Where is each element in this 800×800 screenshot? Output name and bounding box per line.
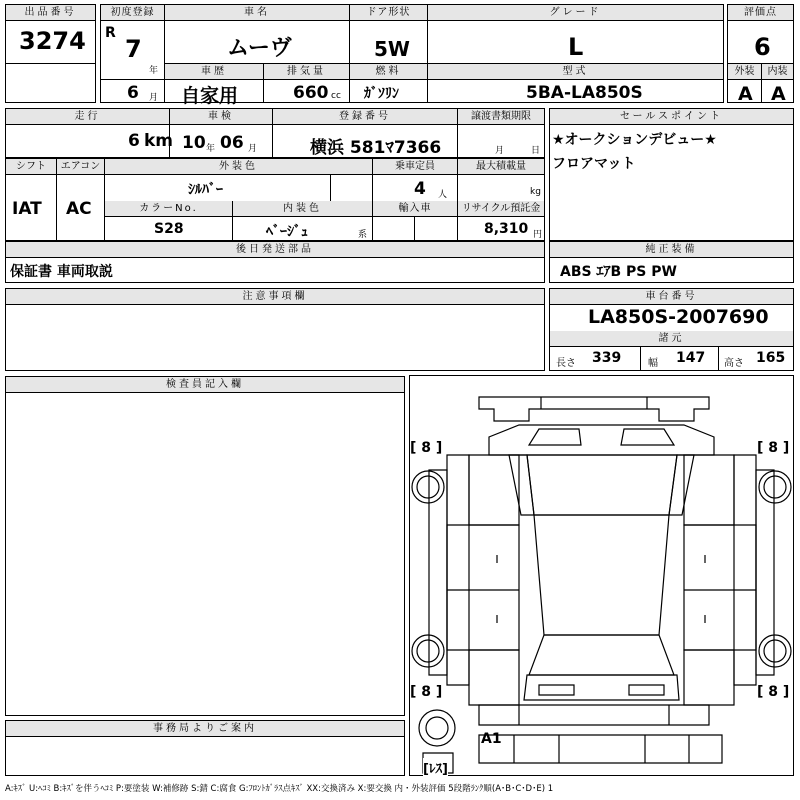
shift-header: シフト <box>6 159 56 175</box>
aircon-header: エアコン <box>56 159 104 175</box>
shift-value: IAT <box>12 199 42 219</box>
reg-number-header: 登録番号 <box>272 109 457 125</box>
interior-header: 内装 <box>761 64 793 80</box>
aircon-value: AC <box>66 199 92 219</box>
sales-point-line-2: フロアマット <box>552 156 636 172</box>
damage-code-a1: A1 <box>481 731 502 747</box>
grade-header: グレード <box>428 5 723 21</box>
model-code-header: 型式 <box>428 64 723 80</box>
transfer-month-unit: 月 <box>495 146 505 156</box>
door-box <box>349 4 428 103</box>
genuine-equipment-value: ABS ｴｱB PS PW <box>560 264 677 280</box>
color-no-header: カラーNo. <box>104 201 232 217</box>
door-value: 5W <box>374 37 410 61</box>
width-value: 147 <box>676 350 706 366</box>
recycle-header: リサイクル預託金 <box>457 201 544 217</box>
color-no-value: S28 <box>154 221 184 237</box>
first-reg-header: 初度登録 <box>101 5 164 21</box>
interior-grade-value: A <box>771 83 786 105</box>
capacity-value: 4 <box>414 179 426 199</box>
inspection-year-value: 10 <box>182 133 206 153</box>
imported-header: 輸入車 <box>372 201 457 217</box>
reg-number-value: 横浜 581ﾏ7366 <box>310 138 442 158</box>
inspection-year-unit: 年 <box>206 144 216 154</box>
chassis-box <box>549 288 794 371</box>
fuel-value: ｶﾞｿﾘﾝ <box>364 86 399 102</box>
max-load-unit: kg <box>530 187 541 197</box>
interior-color-header: 内装色 <box>232 201 372 217</box>
length-value: 339 <box>592 350 622 366</box>
notes-box <box>5 288 545 371</box>
inspector-notes-box <box>5 376 405 716</box>
era-value: R <box>105 25 116 41</box>
height-label: 高さ <box>724 358 744 369</box>
sales-point-header: セールスポイント <box>550 109 793 125</box>
door-header: ドア形状 <box>350 5 427 21</box>
office-notice-box <box>5 720 405 776</box>
exterior-color-value: ｼﾙﾊﾞｰ <box>188 182 223 198</box>
grade-value: L <box>568 33 584 61</box>
month-value: 6 <box>127 83 139 103</box>
interior-color-unit: 系 <box>358 230 368 240</box>
interior-color-value: ﾍﾞｰｼﾞｭ <box>266 224 308 240</box>
tire-rear-left-label: [ 8 ] <box>410 684 443 700</box>
year-value: 7 <box>125 35 142 63</box>
score-box <box>727 4 794 103</box>
max-load-header: 最大積載量 <box>457 159 544 175</box>
grade-box <box>427 4 724 103</box>
sales-point-line-1: ★オークションデビュー★ <box>552 132 717 148</box>
mileage-value: 6 <box>128 131 140 151</box>
tire-rear-right-label: [ 8 ] <box>757 684 790 700</box>
lot-number-box <box>5 4 96 103</box>
chassis-value: LA850S-2007690 <box>588 306 769 328</box>
tire-front-left-label: [ 8 ] <box>410 440 443 456</box>
history-value: 自家用 <box>181 85 239 107</box>
transfer-day-unit: 日 <box>531 146 541 156</box>
recycle-value: 8,310 <box>484 221 529 237</box>
car-diagram <box>409 375 794 776</box>
spare-tire-label: [ﾚｽ] <box>423 758 448 777</box>
capacity-header: 乗車定員 <box>372 159 457 175</box>
score-value: 6 <box>754 33 771 61</box>
lot-number-header: 出品番号 <box>6 5 95 21</box>
sales-point-box <box>549 108 794 241</box>
inspector-notes-header: 検査員記入欄 <box>6 377 404 393</box>
legend-text: A:ｷｽﾞ U:ﾍｺﾐ B:ｷｽﾞを伴うﾍｺﾐ P:要塗装 W:補修跡 S:錆 C:腐食 G:ﾌﾛﾝﾄｶﾞﾗｽ点ｷｽﾞ XX:交換済み X:要交換 内・外装評価 5段階ﾗﾝｸ順(A･B･C･D･E) 1 <box>5 784 554 794</box>
recycle-unit: 円 <box>533 230 543 240</box>
genuine-equipment-header: 純正装備 <box>550 242 793 258</box>
model-code-value: 5BA-LA850S <box>526 83 643 103</box>
inspection-month-value: 06 <box>220 133 244 153</box>
height-value: 165 <box>756 350 786 366</box>
exterior-color-header: 外装色 <box>104 159 372 175</box>
mileage-box <box>5 108 545 158</box>
later-parts-box <box>5 241 545 283</box>
lot-number-value: 3274 <box>19 27 86 55</box>
car-name-box <box>164 4 350 107</box>
capacity-unit: 人 <box>438 190 448 200</box>
transfer-header: 譲渡書類期限 <box>457 109 544 125</box>
office-notice-header: 事務局よりご案内 <box>6 721 404 737</box>
exterior-header: 外装 <box>728 64 761 80</box>
later-parts-value: 保証書 車両取説 <box>10 264 113 280</box>
later-parts-header: 後日発送部品 <box>6 242 544 258</box>
first-reg-box <box>100 4 165 103</box>
car-name-header: 車名 <box>165 5 349 21</box>
mileage-header: 走行 <box>6 109 169 125</box>
displacement-value: 660 <box>293 83 329 103</box>
score-header: 評価点 <box>728 5 793 21</box>
history-header: 車歴 <box>165 64 263 80</box>
year-unit: 年 <box>149 66 159 76</box>
spec-box <box>5 158 545 241</box>
car-name-value: ムーヴ <box>227 36 292 61</box>
month-unit: 月 <box>149 93 159 103</box>
fuel-header: 燃料 <box>350 64 427 80</box>
length-label: 長さ <box>556 358 576 369</box>
dimensions-header: 諸元 <box>550 331 793 347</box>
width-label: 幅 <box>648 358 658 369</box>
chassis-header: 車台番号 <box>550 289 793 305</box>
notes-header: 注意事項欄 <box>6 289 544 305</box>
displacement-unit: cc <box>331 91 341 101</box>
exterior-grade-value: A <box>738 83 753 105</box>
mileage-unit: km <box>144 131 174 151</box>
displacement-header: 排気量 <box>263 64 349 80</box>
inspection-month-unit: 月 <box>248 144 258 154</box>
tire-front-right-label: [ 8 ] <box>757 440 790 456</box>
inspection-header: 車検 <box>169 109 272 125</box>
genuine-equipment-box <box>549 241 794 283</box>
